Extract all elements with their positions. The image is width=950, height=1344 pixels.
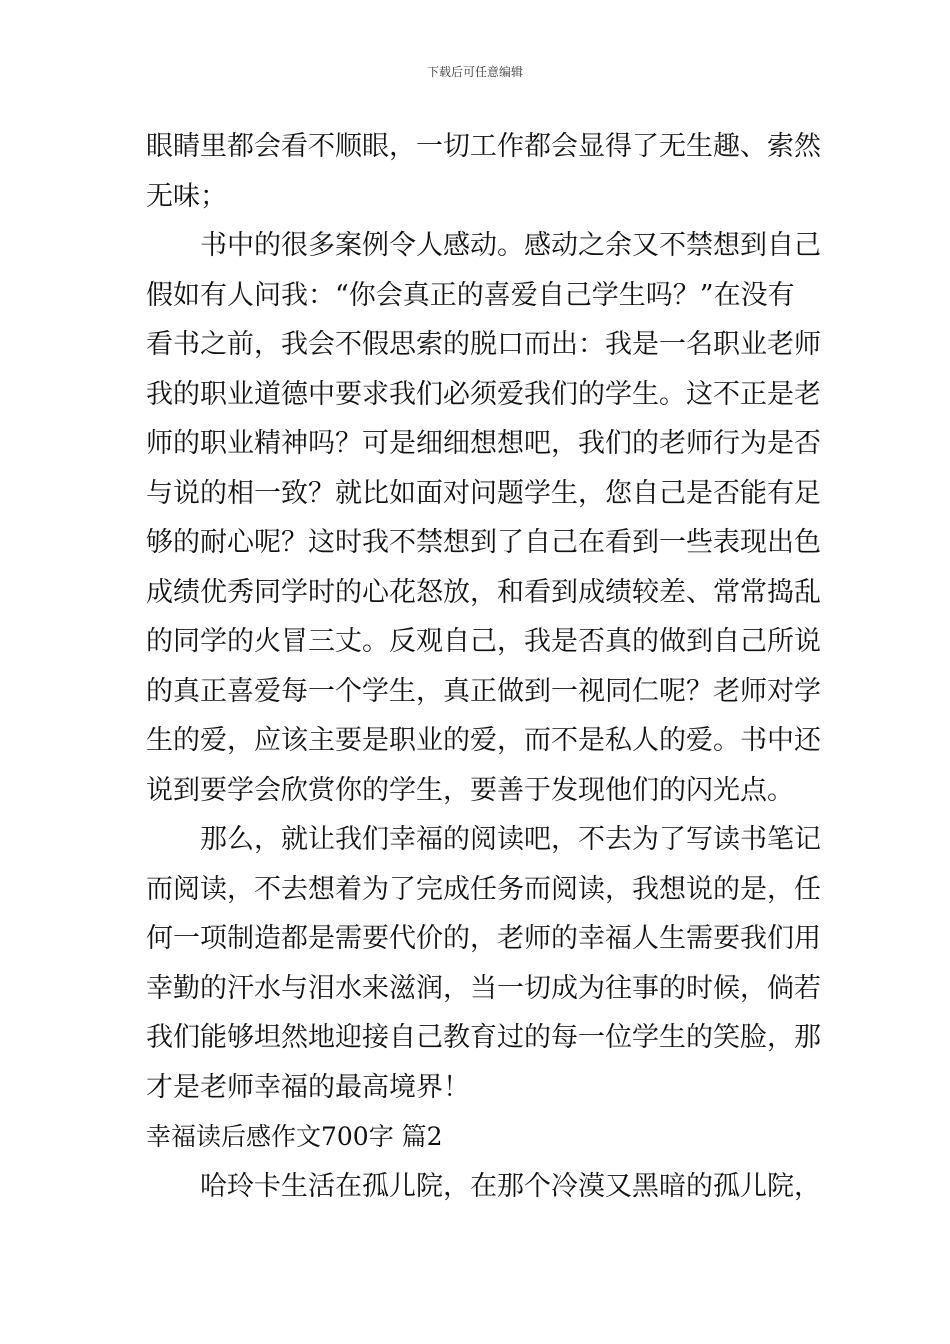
- text-line: 那么，就让我们幸福的阅读吧，不去为了写读书笔记: [200, 824, 821, 855]
- text-line: 哈玲卡生活在孤儿院，在那个冷漠又黑暗的孤儿院，: [200, 1170, 821, 1202]
- text-line: 的真正喜爱每一个学生，真正做到一视同仁呢？老师对学: [146, 675, 821, 707]
- document-body: [146, 122, 821, 1211]
- text-line: 而阅读，不去想着为了完成任务而阅读，我想说的是，任: [146, 873, 821, 905]
- text-line: 师的职业精神吗？可是细细想想吧，我们的老师行为是否: [146, 428, 821, 459]
- text-line: 无味；: [146, 180, 227, 212]
- text-line: 与说的相一致？就比如面对问题学生，您自己是否能有足: [146, 477, 821, 509]
- text-line: 才是老师幸福的最高境界！: [146, 1071, 470, 1103]
- text-line: 眼睛里都会看不顺眼，一切工作都会显得了无生趣、索然: [146, 131, 821, 162]
- text-line: 生的爱，应该主要是职业的爱，而不是私人的爱。书中还: [146, 725, 821, 756]
- text-line: 假如有人问我：“你会真正的喜爱自己学生吗？”在没有: [146, 279, 795, 311]
- text-line: 成绩优秀同学时的心花怒放，和看到成绩较差、常常捣乱: [146, 576, 821, 608]
- text-line: 的同学的火冒三丈。反观自己，我是否真的做到自己所说: [146, 626, 821, 657]
- text-line: 我们能够坦然地迎接自己教育过的每一位学生的笑脸，那: [146, 1022, 821, 1053]
- section-heading: 幸福读后感作文700字 篇2: [146, 1122, 443, 1151]
- text-line: 我的职业道德中要求我们必须爱我们的学生。这不正是老: [146, 378, 821, 410]
- text-line: 何一项制造都是需要代价的，老师的幸福人生需要我们用: [146, 923, 821, 954]
- page-header: 下载后可任意编辑: [426, 65, 523, 79]
- text-line: 说到要学会欣赏你的学生，要善于发现他们的闪光点。: [146, 774, 794, 806]
- text-line: 幸勤的汗水与泪水来滋润，当一切成为往事的时候，倘若: [146, 972, 821, 1004]
- text-line: 书中的很多案例令人感动。感动之余又不禁想到自己: [200, 230, 821, 261]
- text-line: 够的耐心呢？这时我不禁想到了自己在看到一些表现出色: [146, 527, 821, 558]
- text-line: 看书之前，我会不假思索的脱口而出：我是一名职业老师: [146, 329, 821, 360]
